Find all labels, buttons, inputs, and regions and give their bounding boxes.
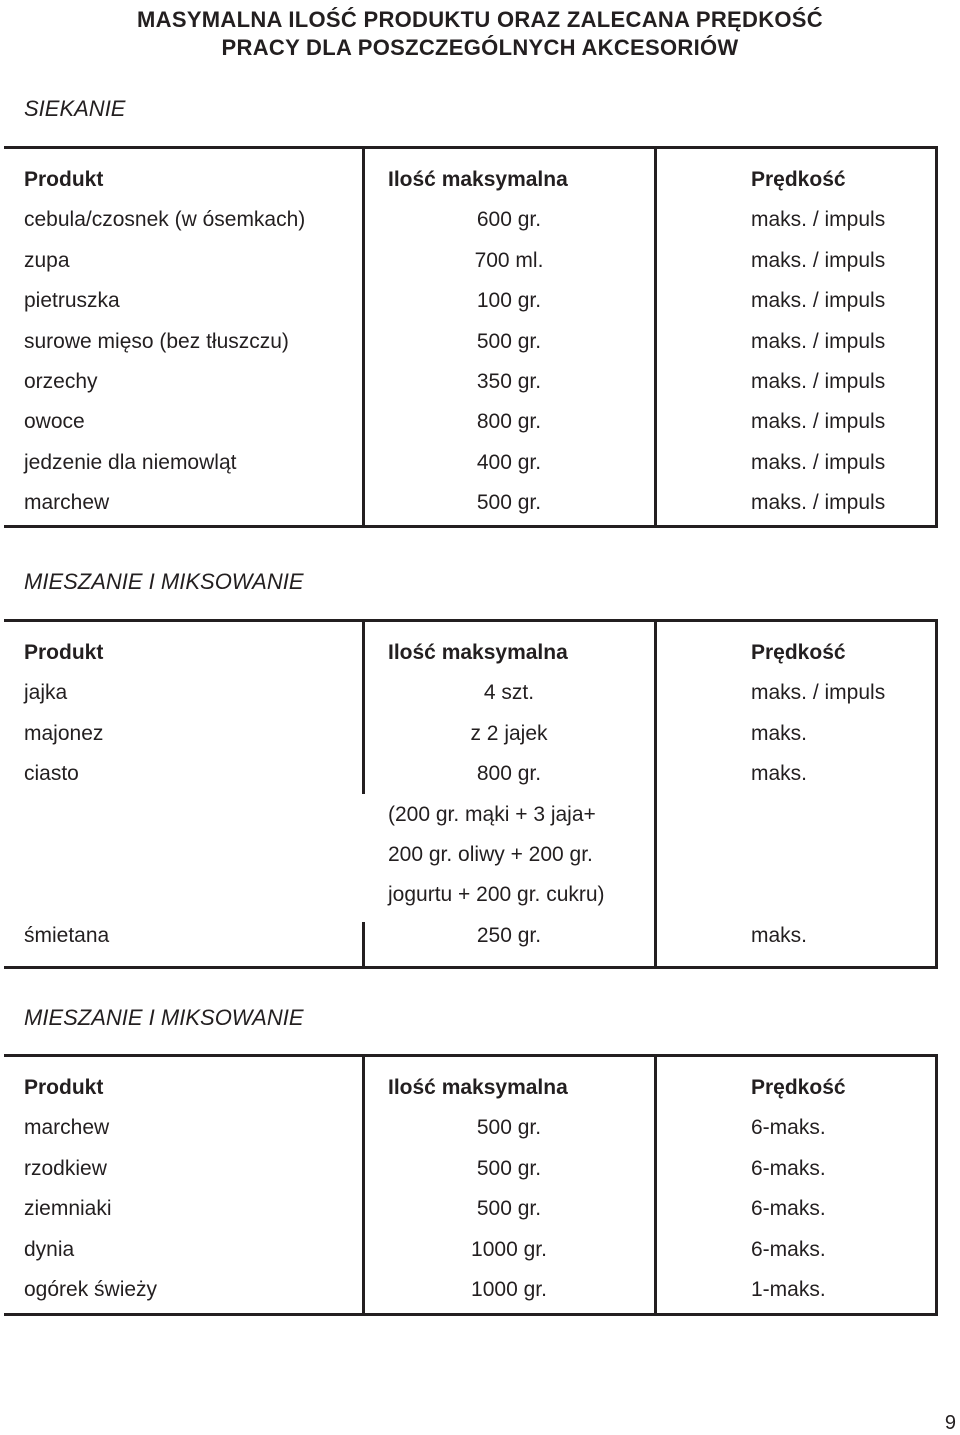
page-title xyxy=(0,6,960,62)
cell-predkosc: 6-maks. xyxy=(751,1156,826,1180)
cell-ilosc: 500 gr. xyxy=(476,329,542,353)
header-produkt: Produkt xyxy=(24,168,104,191)
cell-produkt: orzechy xyxy=(24,369,98,393)
table-row xyxy=(4,673,935,713)
cell-produkt: ogórek świeży xyxy=(24,1277,158,1301)
page-title-line-1: MASYMALNA ILOŚĆ PRODUKTU ORAZ ZALECANA PRĘDKOŚĆ xyxy=(137,7,823,32)
table-row xyxy=(4,281,935,321)
cell-ilosc: 400 gr. xyxy=(476,450,542,474)
table-row xyxy=(4,1108,935,1148)
table-row xyxy=(4,1230,935,1270)
table-row xyxy=(4,714,935,754)
cell-produkt: zupa xyxy=(24,248,70,272)
header-ilosc-maksymalna: Ilość maksymalna xyxy=(388,1076,568,1099)
cell-predkosc: maks. / impuls xyxy=(751,289,886,313)
cell-produkt: jedzenie dla niemowląt xyxy=(24,450,237,474)
table-siekanie xyxy=(4,146,938,528)
cell-ilosc: 800 gr. xyxy=(476,762,542,786)
cell-ilosc: (200 gr. mąki + 3 jaja+ xyxy=(388,802,596,826)
header-predkosc: Prędkość xyxy=(751,1076,846,1099)
header-produkt: Produkt xyxy=(24,1076,104,1099)
cell-predkosc: maks. xyxy=(751,721,808,745)
cell-ilosc: 1000 gr. xyxy=(471,1237,547,1261)
table-row xyxy=(4,754,935,794)
cell-ilosc: 600 gr. xyxy=(476,208,542,232)
section-heading-mieszanie-2: MIESZANIE I MIKSOWANIE xyxy=(24,1005,304,1030)
cell-predkosc: maks. / impuls xyxy=(751,208,886,232)
cell-produkt: majonez xyxy=(24,721,104,745)
cell-produkt: surowe mięso (bez tłuszczu) xyxy=(24,329,289,353)
table-row xyxy=(4,875,935,915)
table-row xyxy=(4,916,935,956)
cell-ilosc: 350 gr. xyxy=(476,369,542,393)
cell-predkosc: maks. / impuls xyxy=(751,450,886,474)
cell-produkt: jajka xyxy=(24,681,68,705)
cell-ilosc: 1000 gr. xyxy=(471,1277,547,1301)
cell-produkt: pietruszka xyxy=(24,289,120,313)
cell-produkt: ziemniaki xyxy=(24,1197,112,1221)
cell-produkt: owoce xyxy=(24,410,85,434)
cell-ilosc: 500 gr. xyxy=(476,1156,542,1180)
table-row xyxy=(4,835,935,875)
table-row xyxy=(4,1270,935,1310)
cell-predkosc: 6-maks. xyxy=(751,1116,826,1140)
cell-ilosc: 500 gr. xyxy=(476,491,542,515)
cell-ilosc: 500 gr. xyxy=(476,1197,542,1221)
header-produkt: Produkt xyxy=(24,641,104,664)
table-row xyxy=(4,200,935,240)
header-ilosc-maksymalna: Ilość maksymalna xyxy=(388,641,568,664)
cell-produkt: rzodkiew xyxy=(24,1156,107,1180)
section-heading-mieszanie-1: MIESZANIE I MIKSOWANIE xyxy=(24,569,304,594)
cell-produkt: marchew xyxy=(24,1116,110,1140)
table-row xyxy=(4,402,935,442)
table-row xyxy=(4,322,935,362)
cell-predkosc: maks. xyxy=(751,923,808,947)
cell-produkt: ciasto xyxy=(24,762,79,786)
cell-ilosc: 200 gr. oliwy + 200 gr. xyxy=(388,842,593,866)
table-row xyxy=(4,483,935,523)
cell-predkosc: maks. xyxy=(751,762,808,786)
cell-predkosc: maks. / impuls xyxy=(751,410,886,434)
table-row xyxy=(4,1149,935,1189)
table-header-row xyxy=(4,633,935,673)
cell-predkosc: 6-maks. xyxy=(751,1197,826,1221)
cell-predkosc: 1-maks. xyxy=(751,1277,826,1301)
cell-ilosc: 100 gr. xyxy=(476,289,542,313)
table-mieszanie-1 xyxy=(4,619,938,969)
cell-predkosc: maks. / impuls xyxy=(751,248,886,272)
header-ilosc-maksymalna: Ilość maksymalna xyxy=(388,168,568,191)
table-header-row xyxy=(4,1068,935,1108)
page-number: 9 xyxy=(944,1412,956,1434)
cell-produkt: dynia xyxy=(24,1237,75,1261)
page-title-line-2: PRACY DLA POSZCZEGÓLNYCH AKCESORIÓW xyxy=(221,35,739,60)
cell-ilosc: 4 szt. xyxy=(483,681,535,705)
cell-ilosc: 250 gr. xyxy=(476,923,542,947)
cell-ilosc: 500 gr. xyxy=(476,1116,542,1140)
table-row xyxy=(4,1189,935,1229)
cell-produkt: marchew xyxy=(24,491,110,515)
cell-ilosc: 800 gr. xyxy=(476,410,542,434)
cell-ilosc: z 2 jajek xyxy=(470,721,548,745)
cell-ilosc: 700 ml. xyxy=(474,248,544,272)
cell-predkosc: maks. / impuls xyxy=(751,329,886,353)
section-heading-siekanie: SIEKANIE xyxy=(24,96,126,121)
cell-predkosc: 6-maks. xyxy=(751,1237,826,1261)
cell-predkosc: maks. / impuls xyxy=(751,681,886,705)
table-header-row xyxy=(4,160,935,200)
header-predkosc: Prędkość xyxy=(751,168,846,191)
table-row xyxy=(4,795,935,835)
cell-produkt: cebula/czosnek (w ósemkach) xyxy=(24,208,306,232)
table-row xyxy=(4,443,935,483)
table-row xyxy=(4,241,935,281)
table-mieszanie-2 xyxy=(4,1054,938,1316)
cell-ilosc: jogurtu + 200 gr. cukru) xyxy=(388,883,605,907)
cell-predkosc: maks. / impuls xyxy=(751,369,886,393)
cell-produkt: śmietana xyxy=(24,923,110,947)
header-predkosc: Prędkość xyxy=(751,641,846,664)
table-row xyxy=(4,362,935,402)
cell-predkosc: maks. / impuls xyxy=(751,491,886,515)
